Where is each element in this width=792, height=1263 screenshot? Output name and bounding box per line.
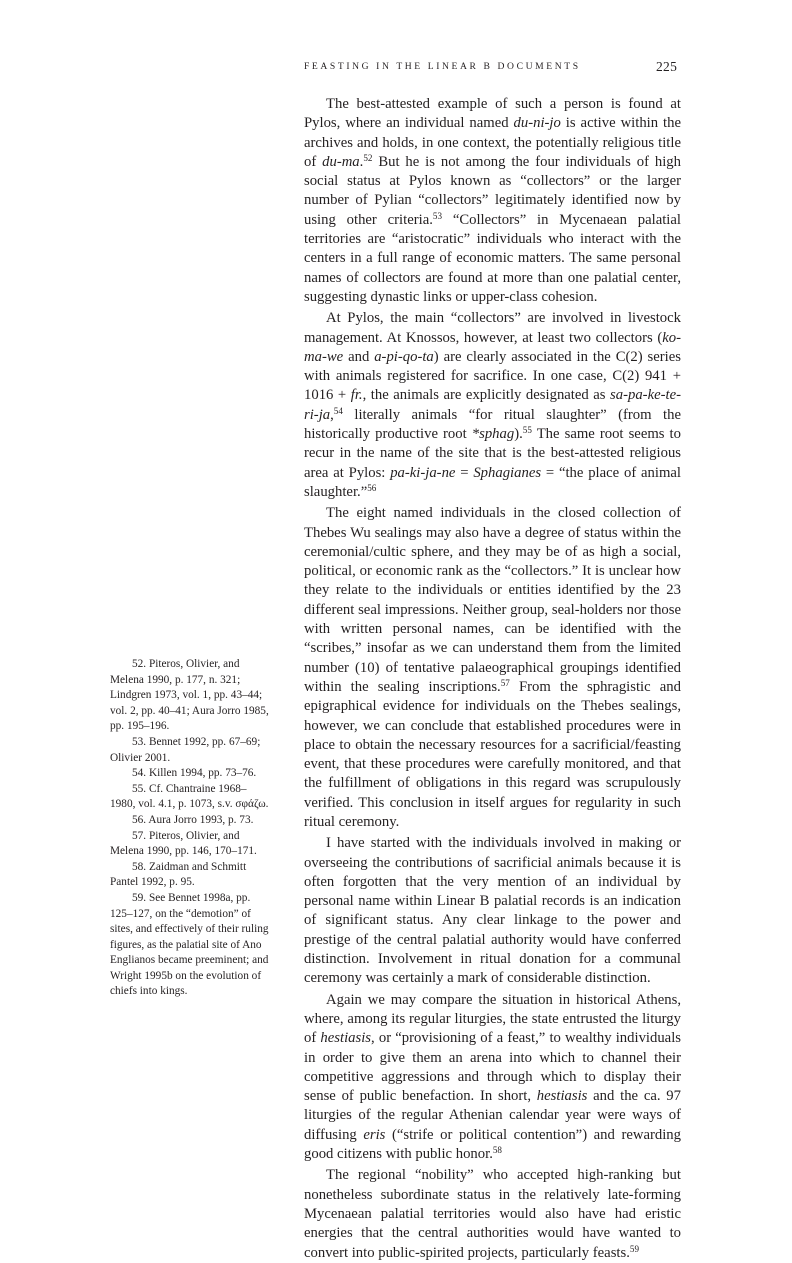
body-paragraph	[304, 309, 681, 502]
italic-term: du-ma	[322, 153, 360, 170]
text-run: ,	[330, 406, 334, 423]
footnote-ref: 57	[500, 677, 510, 688]
text-run: The same root seems to recur in the name of the site that is the best-attested religious area at Pylos:	[304, 426, 681, 481]
footnote-ref: 52	[363, 152, 373, 163]
italic-term: sa-pa-ke-te-ri-ja	[304, 387, 681, 423]
italic-term: ko-ma-we	[304, 329, 681, 365]
text-run: Again we may compare the situation in historical Athens, where, among its regular liturgies, the state entrusted the liturgy of	[304, 991, 681, 1047]
body-paragraph	[304, 504, 681, 832]
footnote: 53. Bennet 1992, pp. 67–69; Olivier 2001.	[110, 735, 261, 764]
text-run: (“strife or political contention”) and rewarding good citizens with public honor.	[304, 1126, 681, 1163]
text-run: ).	[514, 426, 523, 443]
footnote-ref: 55	[522, 425, 532, 436]
footnote-ref: 53	[432, 210, 442, 221]
text-run: = “the place of animal slaughter.”	[304, 464, 681, 500]
page-number: 225	[656, 59, 678, 74]
italic-term: pa-ki-ja-ne	[390, 464, 456, 481]
italic-term: hestiasis	[536, 1088, 588, 1105]
footnote-ref: 54	[333, 405, 343, 416]
footnote: 55. Cf. Chantraine 1968–1980, vol. 4.1, p. 1073, s.v. σφάζω.	[110, 782, 269, 811]
text-run: “Collectors” in Mycenaean palatial territories are “aristocratic” individuals who interact with the centers in a full range of economic matters. The same personal names of collectors are found at more than one palatial center, suggesting dynastic links or upper-class cohesion.	[304, 211, 681, 305]
text-run: The eight named individuals in the closed collection of Thebes Wu sealings may also have a degree of status within the ceremonial/cultic sphere, and they may be of as high a social, political, or economic rank as the “collectors.” It is unclear how they relate to the individuals or entities identified by the 23 different seal impressions. Neither group, seal-holders nor those with written personal names, can be identified with the “scribes,” insofar as we can understand them from the limited number (10) of tentative palaeographical groupings identified within the sealing inscriptions.	[304, 505, 681, 695]
text-run: , or “provisioning of a feast,” to wealthy individuals in order to give them an arena into which to channel their competitive aggressions and through which to display their sense of public benefaction. In short,	[304, 1030, 681, 1105]
body-paragraph	[304, 834, 681, 988]
text-run: At Pylos, the main “collectors” are involved in livestock management. At Knossos, however, at least two collectors (	[304, 310, 681, 346]
italic-term: Sphagianes	[473, 464, 542, 481]
text-run: The best-attested example of such a person is found at Pylos, where an individual named	[304, 96, 681, 132]
italic-term: du-ni-jo	[513, 115, 561, 132]
footnote-ref: 56	[367, 482, 377, 493]
running-head: FEASTING IN THE LINEAR B DOCUMENTS	[304, 61, 581, 72]
italic-term: hestiasis	[320, 1030, 372, 1047]
text-run: I have started with the individuals involved in making or overseeing the contributions of sacrificial animals because it is often forgotten that the very mention of an individual by personal name within Linear B palatial records is an indication of significant status. Any clear linkage to the power and prestige of the central palatial authority would have conferred distinction. Involvement in ritual donation for a communal ceremony was certainly a mark of considerable distinction.	[304, 835, 681, 987]
footnote: 52. Piteros, Olivier, and Melena 1990, p. 177, n. 321; Lindgren 1973, vol. 1, pp. 43–44; vol. 2, pp. 40–41; Aura Jorro 1985, pp. 195–196.	[110, 658, 269, 733]
body-paragraph	[304, 95, 681, 307]
text-run: is active within the archives and holds, in one context, the potentially religious title of	[304, 115, 681, 170]
main-text-column	[304, 95, 681, 1263]
footnote: 58. Zaidman and Schmitt Pantel 1992, p. 95.	[110, 860, 247, 889]
footnotes-column	[110, 657, 270, 1000]
footnote: 56. Aura Jorro 1993, p. 73.	[132, 813, 254, 826]
footnote: 59. See Bennet 1998a, pp. 125–127, on the “demotion” of sites, and effectively of their ruling figures, as the palatial site of Ano Englianos became preeminent; and Wright 1995b on the evolution of chiefs into kings.	[110, 891, 269, 998]
text-run: literally animals “for ritual slaughter” (from the historically productive root	[304, 406, 681, 443]
footnote: 54. Killen 1994, pp. 73–76.	[132, 767, 257, 780]
italic-term: *sphag	[471, 426, 515, 443]
italic-term: a-pi-qo-ta	[374, 348, 434, 365]
body-paragraph	[304, 991, 681, 1165]
text-run: and the ca. 97 liturgies of the regular Athenian calendar year were ways of diffusing	[304, 1088, 681, 1143]
text-run: .	[359, 153, 364, 170]
text-run: and	[343, 348, 375, 365]
italic-term: fr.	[350, 387, 363, 404]
text-run: =	[455, 464, 474, 481]
italic-term: eris	[363, 1126, 386, 1143]
text-run: ) are clearly associated in the C(2) series with animals registered for sacrifice. In one case, C(2) 941 + 1016 +	[304, 348, 681, 404]
text-run: But he is not among the four individuals of high social status at Pylos known as “collectors” or the larger number of Pylian “collectors” legitimately identified now by using other criteria.	[304, 153, 681, 228]
footnote-ref: 58	[492, 1145, 502, 1156]
body-paragraph	[304, 1166, 681, 1262]
text-run: , the animals are explicitly designated as	[362, 387, 611, 404]
text-run: The regional “nobility” who accepted high-ranking but nonetheless subordinate status in the relatively late-forming Mycenaean palatial territories would also have had eristic energies that the central authorities would have wanted to convert into public-spirited projects, particularly feasts.	[304, 1167, 681, 1261]
footnote-ref: 59	[629, 1243, 639, 1254]
footnote: 57. Piteros, Olivier, and Melena 1990, pp. 146, 170–171.	[110, 829, 257, 858]
text-run: From the sphragistic and epigraphical evidence for individuals on the Thebes sealings, however, we can conclude that established procedures were in place to obtain the necessary resources for a sacrificial/feasting event, that these procedures were carefully monitored, and that the fulfillment of obligations in this regard was scrupulously verified. This conclusion in itself argues for regularity in such ritual ceremony.	[304, 678, 681, 830]
